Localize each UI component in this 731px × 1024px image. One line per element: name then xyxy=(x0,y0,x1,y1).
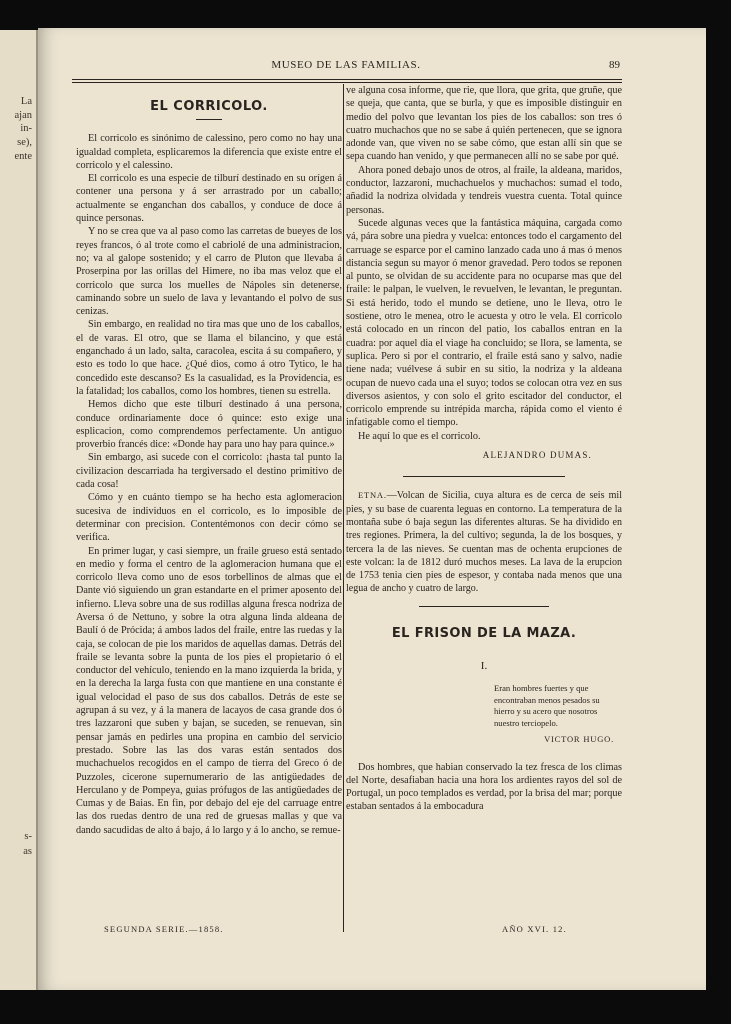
paragraph: Ahora poned debajo unos de otros, al fraile, la aldeana, maridos, conductor, lazzaroni, muchachuelos y muchachos: sumad el todo, añadid la nodriza olvidada y tendreis vuestra cuenta. Total quince personas. xyxy=(346,164,622,216)
prev-page-fragment: s- xyxy=(24,831,32,842)
etna-note xyxy=(346,489,622,595)
paragraph: He aquí lo que es el corricolo. xyxy=(358,430,481,442)
section-number: I. xyxy=(480,659,488,672)
epigraph-author: VICTOR HUGO. xyxy=(544,734,614,745)
paragraph: Cómo y en cuánto tiempo se ha hecho esta aglomeracion sucesiva de individuos en el corricolo, es lo imposible de determinar con precision. Contentémonos con decir cómo se verifica. xyxy=(76,492,342,544)
epigraph: Eran hombres fuertes y que encontraban menos pesados su hierro y su acero que nosotros nuestro terciopelo. xyxy=(494,683,600,728)
header-rule xyxy=(72,79,622,80)
paragraph: El corricolo es una especie de tilburí destinado en su orígen á contener una persona y á ser arrastrado por un caballo; actualmente se enganchan dos caballos, y conduce de doce á quince personas. xyxy=(76,173,342,225)
paragraph: Sin embargo, asi sucede con el corricolo: ¡hasta tal punto la civilizacion descarriada ha tergiversado el destino primitivo de cada cosa! xyxy=(76,452,342,491)
paragraph: Sucede algunas veces que la fantástica máquina, cargada como vá, pára sobre una piedra y vuelca: entonces todo el cargamento del carruage se esparce por el camino lanzado cada uno á mas ó menos distancia segun su mayor ó menor gravedad. Pero todos se reponen al punto, se olvidan de su accidente para no ocuparse mas que del fraile: le palpan, le vuelven, le revuelven, le levantan, le preguntan. Si está herido, todo el mundo se detiene, uno le lleva, otro le sostiene, otro le menea, otro le acuesta y otro le vela. El corricolo está colocado en un rincon del patio, los caballos entran en la cuadra: por aquel dia el viage ha concluido; se llora, se lamenta, se suplica. Pero si por el contrario, el fraile está sano y salvo, nadie tiene nada; vuélvese á subir en su sitio, la nodriza y la aldeana ocupan de nuevo cada una el suyo; todos se colocan otra vez en sus diversos asientos, y con solo el grito escitador del conductor, el corricolo emprende su intrépida marcha, rápida como el viento é infatigable como el tiempo. xyxy=(346,217,622,429)
prev-page-fragment: se), xyxy=(17,137,32,148)
prev-page-fragment: ente xyxy=(14,151,32,162)
paragraph: Dos hombres, que habian conservado la tez fresca de los climas del Norte, desafiaban hacia una hora los ardientes rayos del sol de Portugal, un poco templados es verdad, por la brisa del mar; porque estaban sentados á la embocadura xyxy=(346,761,622,813)
running-head xyxy=(72,59,620,73)
prev-page-fragment: La xyxy=(20,96,32,107)
article-title: EL CORRICOLO. xyxy=(150,99,268,114)
section-rule xyxy=(419,606,549,607)
paragraph: ve alguna cosa informe, que rie, que llora, que grita, que gruñe, que se queja, que canta, que se burla, y que es imposible distinguir en medio del polvo que levantan los pies de los caballos: son tres ó cuatro muchachos que no se sabe á quién pertenecen, que se ignora adonde van, que viven no se sabe cómo, que estan allí sin que se sepa cuando han venido, y que permanecen allí no se sabe por qué. xyxy=(346,85,622,163)
left-column xyxy=(76,100,342,837)
paragraph: Hemos dicho que este tilburí destinado á una persona, conduce ordinariamente doce ó quince: esto exige una esplicacion, como comprendemos perfectamente. Un antiguo proverbio francés dice: «Donde hay para uno hay para quince.» xyxy=(76,399,342,451)
section-rule xyxy=(403,476,565,477)
page-number: 89 xyxy=(609,59,620,71)
note-lead: ETNA. xyxy=(358,490,387,501)
previous-page-edge xyxy=(0,30,38,990)
article-author: ALEJANDRO DUMAS. xyxy=(482,450,592,461)
running-title: MUSEO DE LAS FAMILIAS. xyxy=(271,59,421,71)
paragraph: Sin embargo, en realidad no tira mas que uno de los caballos, el de varas. El otro, que se llama el bilancino, y que está enganchado á un lado, salta, caracolea, escita á su compañero, y esto es todo lo que hace. ¿Qué dios, como á otro Tytico, le ha concedido este descanso? Es la casualidad, es la Providencia, es la fatalidad; los caballos, como los hombres, tienen su estrella. xyxy=(76,319,342,397)
header-rule-thin xyxy=(72,82,622,83)
footer-volume: AÑO XVI. 12. xyxy=(502,924,567,934)
paragraph: El corricolo es sinónimo de calessino, pero como no hay una igualdad completa, esplicaremos la diferencia que existe entre el corricolo y el calessino. xyxy=(76,133,342,171)
prev-page-fragment: ajan xyxy=(14,110,32,121)
title-rule xyxy=(196,119,222,120)
paragraph: Y no se crea que va al paso como las carretas de bueyes de los reyes francos, ó al trote como el cabriolé de una administracion, no; va al galope sostenido; y el carro de Pluton que llevaba á Proserpina por las orillas del Himere, no iba mas veloz que el corricolo que surca los muelles de Nápoles sin detenerse, caminando sobre un suelo de lava y levantando el polvo de sus cenizas. xyxy=(76,226,342,318)
article-title: EL FRISON DE LA MAZA. xyxy=(391,625,577,641)
note-text: —Volcan de Sicilia, cuya altura es de cerca de seis mil pies, y su base de cuarenta leguas en contorno. La temperatura de la montaña sube ó baja segun las diferentes alturas. Se ha dividido en tres regiones. Primera, la del cultivo; segunda, la de los bosques, y tercera la de las nieves. Se cuentan mas de ochenta erupciones de este volcan: la de 1812 duró muchos meses. La lava de la erupcion de 1753 tenia cien pies de espesor, y contaba nada menos que una legua de ancho y cuatro de largo. xyxy=(346,490,622,595)
prev-page-fragment: in- xyxy=(20,123,32,134)
column-divider xyxy=(343,84,344,932)
footer-series: SEGUNDA SERIE.—1858. xyxy=(104,924,224,934)
paragraph: En primer lugar, y casi siempre, un fraile grueso está sentado en medio y forma el centro de la aglomeracion humana que el corricolo lleva como uno de esos torbellinos de almas que el Dante vió siguiendo un gran estandarte en el primer aposento del infierno. Lleva sobre una de sus rodillas alguna fresca nodriza de Aversa ó de Nettuno, y sobre la otra alguna linda aldeana de Baulí ó de Prócida; á ambos lados del fraile, entre las ruedas y la caja, se colocan de pie los maridos de aquellas damas. Detrás del fraile se levanta sobre la punta de los pies el propietario ó el conductor del vehículo, teniendo en la mano izquierda la brida, y en la derecha la larga fusta con que mantiene en una constante é igual velocidad el paso de sus dos caballos. Detrás de este se agrupan á su vez, y á la manera de lacayos de casa grande dos ó tres lazzaroni que suben y bajan, se suceden, se renuevan, sin pensar jamás en pedirles una propina en cambio del servicio prestado. Sobre las las dos varas están sentados dos muchachuelos recogidos en el campo de tierra del Greco ó de Puzzoles, cicerone supernumerario de las antigüedades de Herculano y de Pompeya, guias prófugos de las antigüedades de Cumas y de Baias. En fin, por debajo del eje del carruage entre las dos ruedas dentro de una red de gruesas mallas y que va dando sacudidas de alto á bajo, á lo largo y á lo ancho, se remue- xyxy=(76,545,342,836)
prev-page-fragment: as xyxy=(23,846,32,857)
right-column xyxy=(346,84,622,814)
